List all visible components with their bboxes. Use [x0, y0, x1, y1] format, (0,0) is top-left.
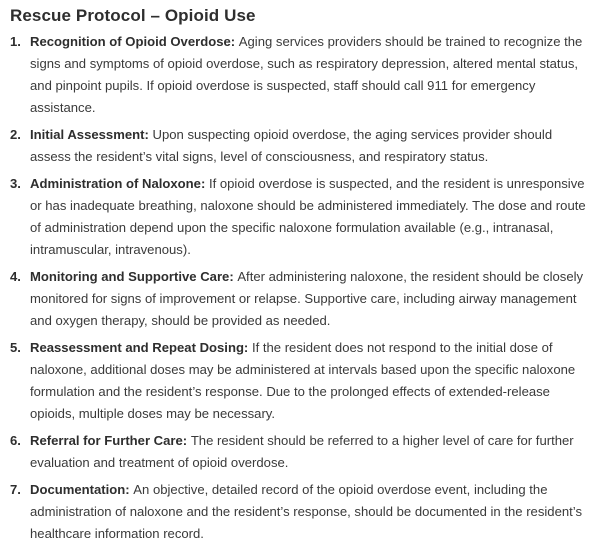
- step-number: 2.: [10, 127, 21, 142]
- protocol-step-4: [10, 266, 590, 332]
- step-number: 4.: [10, 269, 21, 284]
- protocol-step-2: [10, 124, 590, 168]
- step-heading: Monitoring and Supportive Care:: [30, 269, 238, 284]
- step-text: If opioid overdose is suspected, and the resident is unresponsive or has inadequate breathing, naloxone should be administered immediately. The dose and route of administration depend upon the specific naloxone formulation available (e.g., intranasal, intramuscular, intravenous).: [30, 176, 586, 257]
- step-heading: Initial Assessment:: [30, 127, 153, 142]
- step-heading: Administration of Naloxone:: [30, 176, 209, 191]
- page-title: Rescue Protocol – Opioid Use: [10, 6, 256, 25]
- step-number: 1.: [10, 34, 21, 49]
- step-heading: Reassessment and Repeat Dosing:: [30, 340, 252, 355]
- step-text: If the resident does not respond to the initial dose of naloxone, additional doses may be administered at intervals based upon the specific naloxone formulation and the resident’s response. Due to the prolonged effects of extended-release opioids, multiple doses may be necessary.: [30, 340, 576, 421]
- step-text: Upon suspecting opioid overdose, the aging services provider should assess the resident’s vital signs, level of consciousness, and respiratory status.: [30, 127, 553, 164]
- step-number: 3.: [10, 176, 21, 191]
- step-heading: Referral for Further Care:: [30, 433, 191, 448]
- step-body: [30, 124, 590, 168]
- step-body: [30, 430, 590, 474]
- step-text: After administering naloxone, the resident should be closely monitored for signs of improvement or relapse. Supportive care, including airway management and oxygen therapy, should be provided as needed.: [30, 269, 584, 328]
- protocol-step-6: [10, 430, 590, 474]
- step-body: [30, 173, 590, 261]
- step-text: Aging services providers should be trained to recognize the signs and symptoms of opioid overdose, such as respiratory depression, altered mental status, and pinpoint pupils. If opioid overdose is suspected, staff should call 911 for emergency assistance.: [30, 34, 583, 115]
- protocol-step-7: [10, 479, 590, 545]
- step-number: 7.: [10, 482, 21, 497]
- step-body: [30, 31, 590, 119]
- step-body: [30, 479, 590, 545]
- step-number: 5.: [10, 340, 21, 355]
- step-body: [30, 337, 590, 425]
- step-text: The resident should be referred to a higher level of care for further evaluation and treatment of opioid overdose.: [30, 433, 574, 470]
- protocol-steps-list: [10, 31, 590, 545]
- step-number: 6.: [10, 433, 21, 448]
- step-heading: Recognition of Opioid Overdose:: [30, 34, 239, 49]
- step-heading: Documentation:: [30, 482, 134, 497]
- step-body: [30, 266, 590, 332]
- protocol-step-1: [10, 31, 590, 119]
- protocol-step-3: [10, 173, 590, 261]
- protocol-step-5: [10, 337, 590, 425]
- step-text: An objective, detailed record of the opioid overdose event, including the administration of naloxone and the resident’s response, should be documented in the resident’s healthcare information record.: [30, 482, 582, 541]
